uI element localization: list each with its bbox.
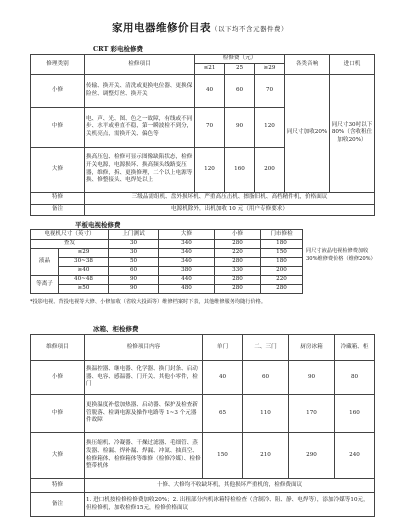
fridge-row-val: 110 [243, 395, 289, 433]
crt-h-other: 各类音响 [285, 55, 330, 75]
flat-type-lcd: 液晶 [31, 249, 59, 276]
fridge-remark-text: 1. 进口机按检修检修费加收20%；2. 出租部分内机冰箱特检检查（含制冷、阻、静、电焊等），添加冷媒等10元，但检修机，加收检修15元，检修价格面议 [85, 493, 375, 517]
flat-row-val: 180 [261, 240, 303, 249]
crt-remark-text: 电源机除外，出机加收 10 元（用户专修要求） [85, 204, 375, 215]
flat-row-val: 200 [261, 267, 303, 276]
fridge-h-col: 冷藏箱、柜 [335, 335, 375, 361]
crt-h-item: 检修项目 [85, 55, 195, 75]
flat-row-val: 280 [261, 285, 303, 294]
fridge-h-item: 维修项目 [31, 335, 85, 361]
flat-footnote: *投影电视、背投电视等大修、小修加收（省收大投面等）维修档案时下表，其他维修服务均随行价格。 [30, 299, 267, 305]
flat-row-size: 查发 [31, 240, 109, 249]
fridge-row-val: 80 [335, 361, 375, 395]
flat-row-size: 40~48 [59, 276, 109, 285]
crt-table [30, 54, 375, 216]
flat-row-val: 30 [109, 249, 159, 258]
crt-row-val: 60 [225, 74, 255, 107]
crt-remark-label: 备注 [31, 204, 85, 215]
crt-proj-value: 同尺寸30吋以下80%（含收租仕加收20%） [330, 74, 375, 192]
fridge-row-val: 240 [335, 433, 375, 479]
flat-row-val: 30 [109, 240, 159, 249]
fridge-row-item: 换压缩机、冷凝器、干燥过滤器、毛细管、蒸发器、检漏、焊补漏、焊漏、冲氮、抽真空、检修箱体、检修箱体等维修（检修冷媒）、检修整带机体 [85, 433, 203, 479]
crt-other-value: 同尺寸加收20% [285, 74, 330, 192]
flat-row-val: 340 [159, 240, 215, 249]
title-text: 家用电器维修价目表 [112, 22, 211, 34]
crt-h-size-2: 25 [225, 63, 255, 74]
flat-row-val: 280 [215, 240, 261, 249]
flat-row-val: 50 [109, 258, 159, 267]
flat-row-val: 220 [261, 276, 303, 285]
crt-row-val: 120 [255, 107, 285, 147]
fridge-row-cat: 中修 [31, 395, 85, 433]
flat-h-onsite: 上门测试 [109, 230, 159, 240]
flat-table [30, 229, 303, 294]
flat-row-val: 340 [159, 258, 215, 267]
fridge-special-text: 十修、大修均不收缺坏机，其他损坏严重机的，检修费面议 [85, 479, 375, 493]
fridge-row-val: 160 [335, 395, 375, 433]
crt-row-val: 70 [195, 107, 225, 147]
flat-row-val: 480 [159, 285, 215, 294]
flat-h-size: 电视机尺寸（英寸） [31, 230, 109, 240]
flat-row-val: 280 [215, 285, 261, 294]
fridge-row-val: 65 [203, 395, 243, 433]
fridge-h-col: 厨房冰箱 [289, 335, 335, 361]
flat-h-minor: 小修 [215, 230, 261, 240]
crt-h-size-1: ≤21 [195, 63, 225, 74]
flat-h-shop: 门市修检 [261, 230, 303, 240]
fridge-row-val: 150 [203, 433, 243, 479]
crt-special-label: 特修 [31, 192, 85, 204]
flat-row-val: 440 [159, 276, 215, 285]
flat-row-val: 90 [109, 276, 159, 285]
crt-row-val: 40 [195, 74, 225, 107]
crt-row-val: 200 [255, 147, 285, 192]
flat-row-size: ≤29 [59, 249, 109, 258]
crt-section-title: CRT 彩电检修费 [93, 45, 144, 53]
flat-row-size: 30~38 [59, 258, 109, 267]
flat-h-major: 大修 [159, 230, 215, 240]
flat-side-note: 同尺寸液晶电视检修费加收30%维修费价格（维修20%） [306, 248, 376, 262]
crt-row-val: 160 [225, 147, 255, 192]
flat-row-val: 280 [215, 258, 261, 267]
fridge-section-title: 冰箱、柜检修费 [93, 325, 139, 333]
fridge-h-col: 单门 [203, 335, 243, 361]
fridge-row-item: 更换温度补偿加热器、启动器、保护及检查新管脱落、检调电源及操作电路等 1~3 个元器件故障 [85, 395, 203, 433]
crt-row-cat: 中修 [31, 107, 85, 147]
flat-row-val: 90 [109, 285, 159, 294]
fridge-row-item: 换温控器、继电器、化学器、换门封条、启动器、电容、感温器、门开关、其他小零件，检门 [85, 361, 203, 395]
fridge-row-val: 60 [243, 361, 289, 395]
fridge-row-val: 90 [289, 361, 335, 395]
crt-h-size-3: ≥29 [255, 63, 285, 74]
fridge-row-val: 40 [203, 361, 243, 395]
title-sub: （以下均不含元器件费） [211, 25, 288, 33]
crt-h-category: 修理类别 [31, 55, 85, 75]
fridge-row-val: 170 [289, 395, 335, 433]
flat-row-val: 150 [261, 249, 303, 258]
crt-h-proj: 进口机 [330, 55, 375, 75]
flat-row-val: 60 [109, 267, 159, 276]
page-title [0, 20, 400, 35]
flat-row-val: 330 [215, 267, 261, 276]
flat-row-val: 220 [215, 249, 261, 258]
crt-row-val: 120 [195, 147, 225, 192]
crt-row-val: 90 [225, 107, 255, 147]
fridge-remark-label: 备注 [31, 493, 85, 517]
flat-row-val: 380 [159, 267, 215, 276]
fridge-row-cat: 小修 [31, 361, 85, 395]
crt-special-text: 三级品需组机、盘外损坏机、严重高压击机、擦脂旧机、高档精件机，价格面议 [85, 192, 375, 204]
fridge-special-label: 特修 [31, 479, 85, 493]
crt-row-cat: 大修 [31, 147, 85, 192]
crt-row-val: 70 [255, 74, 285, 107]
flat-row-size: ≥40 [59, 267, 109, 276]
fridge-h-col: 二、三门 [243, 335, 289, 361]
crt-h-fee: 检修费（元） [195, 55, 285, 64]
crt-row-item: 换高压包、检修可显示图像缺陷状态，检修开关电源，电源损坏、换高频头线路变压器，维修，拆、更换修理，二个以上电源等换、修整接头、电焊处以上 [85, 147, 195, 192]
fridge-table [30, 334, 375, 517]
flat-section-title: 平板电视检修费 [75, 221, 121, 229]
crt-row-item: 电、声、光、图、色之一故障，有线或不同步、水平或垂直不稳，第一瞬波检不到分，关机亮点，需换开关、偏色等 [85, 107, 195, 147]
flat-row-val: 280 [215, 276, 261, 285]
flat-type-plasma: 等离子 [31, 276, 59, 294]
fridge-row-val: 290 [289, 433, 335, 479]
crt-row-item: 传输、换开关、清洗或更换电位器、更换保险丝、调整灯丝、换开关 [85, 74, 195, 107]
flat-row-size: ≥50 [59, 285, 109, 294]
crt-row-cat: 小修 [31, 74, 85, 107]
flat-row-val: 340 [159, 249, 215, 258]
fridge-row-val: 210 [243, 433, 289, 479]
fridge-h-content: 检修项目内容 [85, 335, 203, 361]
flat-row-val: 180 [261, 258, 303, 267]
fridge-row-cat: 大修 [31, 433, 85, 479]
